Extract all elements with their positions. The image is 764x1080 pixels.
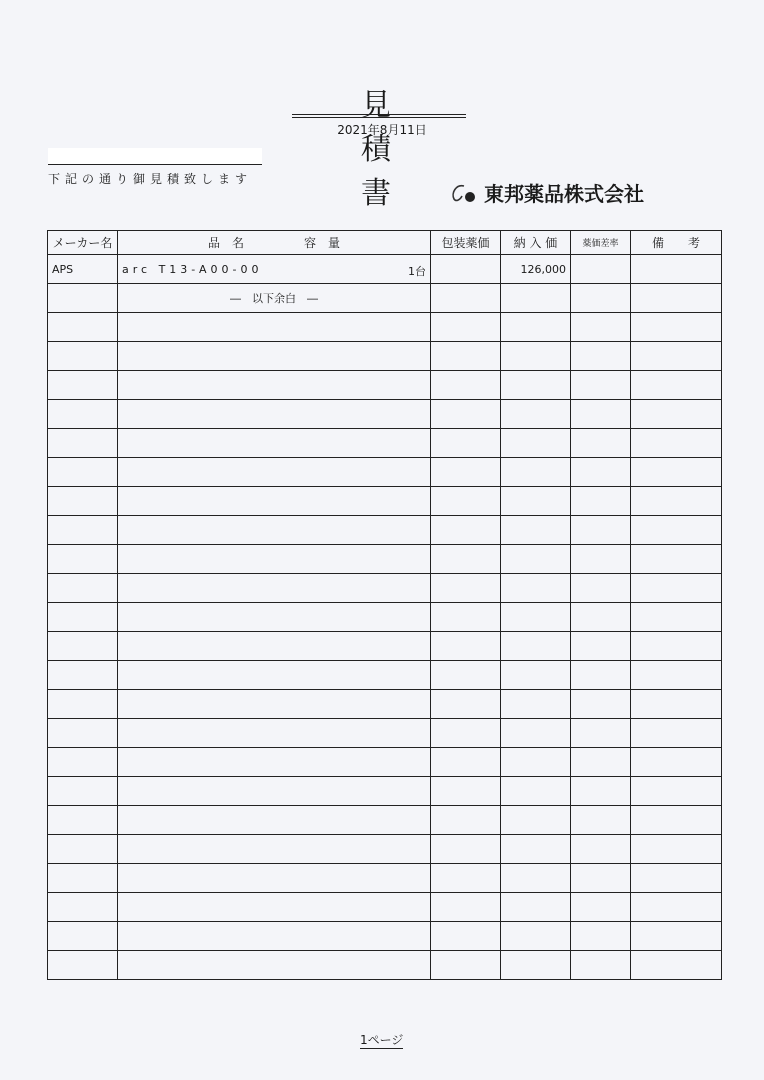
- product-cell: [118, 806, 431, 835]
- delivery-price-cell: [501, 313, 571, 342]
- product-cell: [118, 516, 431, 545]
- remarks-cell: [631, 951, 722, 980]
- delivery-price-cell: [501, 951, 571, 980]
- product-cell: [118, 255, 431, 284]
- company-name: [450, 178, 644, 207]
- table-row: [48, 690, 722, 719]
- product-cell: [118, 574, 431, 603]
- package-price-cell: [431, 574, 501, 603]
- table-row: [48, 893, 722, 922]
- maker-cell: [48, 661, 118, 690]
- maker-cell: [48, 777, 118, 806]
- price-diff-rate-cell: [571, 719, 631, 748]
- maker-cell: [48, 893, 118, 922]
- remarks-cell: [631, 806, 722, 835]
- package-price-cell: [431, 690, 501, 719]
- price-diff-rate-cell: [571, 284, 631, 313]
- remarks-cell: [631, 284, 722, 313]
- maker-cell: APS: [48, 255, 118, 284]
- product-cell: [118, 545, 431, 574]
- maker-cell: [48, 864, 118, 893]
- maker-cell: [48, 951, 118, 980]
- title-underline: [292, 117, 466, 118]
- company-name-text: 東邦薬品株式会社: [484, 182, 644, 206]
- delivery-price-cell: [501, 806, 571, 835]
- remarks-cell: [631, 777, 722, 806]
- product-cell: [118, 835, 431, 864]
- price-diff-rate-cell: [571, 371, 631, 400]
- header-product: 品 名 容 量: [118, 231, 431, 255]
- product-name: ― 以下余白 ―: [230, 292, 318, 305]
- table-row: [48, 719, 722, 748]
- estimate-table: [47, 230, 722, 980]
- price-diff-rate-cell: [571, 603, 631, 632]
- package-price-cell: [431, 864, 501, 893]
- header-delivery-price: 納 入 価: [501, 231, 571, 255]
- delivery-price-cell: [501, 429, 571, 458]
- table-row: [48, 748, 722, 777]
- table-row: [48, 777, 722, 806]
- package-price-cell: [431, 835, 501, 864]
- table-row: [48, 429, 722, 458]
- price-diff-rate-cell: [571, 255, 631, 284]
- intro-text: 下記の通り御見積致します: [48, 172, 253, 186]
- remarks-cell: [631, 922, 722, 951]
- package-price-cell: [431, 893, 501, 922]
- delivery-price-cell: [501, 342, 571, 371]
- maker-cell: [48, 342, 118, 371]
- maker-cell: [48, 545, 118, 574]
- delivery-price-cell: [501, 632, 571, 661]
- price-diff-rate-cell: [571, 922, 631, 951]
- product-cell: [118, 342, 431, 371]
- maker-cell: [48, 806, 118, 835]
- maker-cell: [48, 371, 118, 400]
- product-cell: [118, 661, 431, 690]
- maker-cell: [48, 603, 118, 632]
- table-row: [48, 284, 722, 313]
- package-price-cell: [431, 458, 501, 487]
- package-price-cell: [431, 748, 501, 777]
- remarks-cell: [631, 835, 722, 864]
- remarks-cell: [631, 371, 722, 400]
- package-price-cell: [431, 632, 501, 661]
- product-cell: [118, 951, 431, 980]
- product-cell: [118, 400, 431, 429]
- maker-cell: [48, 632, 118, 661]
- table-row: [48, 400, 722, 429]
- remarks-cell: [631, 719, 722, 748]
- remarks-cell: [631, 487, 722, 516]
- delivery-price-cell: [501, 748, 571, 777]
- product-cell: [118, 429, 431, 458]
- table-row: [48, 545, 722, 574]
- delivery-price-cell: 126,000: [501, 255, 571, 284]
- remarks-cell: [631, 603, 722, 632]
- delivery-price-cell: [501, 719, 571, 748]
- table-row: [48, 603, 722, 632]
- package-price-cell: [431, 951, 501, 980]
- delivery-price-cell: [501, 371, 571, 400]
- price-diff-rate-cell: [571, 313, 631, 342]
- table-row: [48, 806, 722, 835]
- price-diff-rate-cell: [571, 429, 631, 458]
- product-cell: [118, 893, 431, 922]
- price-diff-rate-cell: [571, 893, 631, 922]
- price-diff-rate-cell: [571, 951, 631, 980]
- product-cell: [118, 690, 431, 719]
- product-cell: [118, 487, 431, 516]
- maker-cell: [48, 719, 118, 748]
- delivery-price-cell: [501, 893, 571, 922]
- product-cell: [118, 632, 431, 661]
- remarks-cell: [631, 516, 722, 545]
- price-diff-rate-cell: [571, 545, 631, 574]
- maker-cell: [48, 400, 118, 429]
- remarks-cell: [631, 893, 722, 922]
- maker-cell: [48, 487, 118, 516]
- package-price-cell: [431, 371, 501, 400]
- delivery-price-cell: [501, 777, 571, 806]
- package-price-cell: [431, 400, 501, 429]
- price-diff-rate-cell: [571, 632, 631, 661]
- table-row: [48, 313, 722, 342]
- package-price-cell: [431, 545, 501, 574]
- product-cell: [118, 777, 431, 806]
- table-row: [48, 632, 722, 661]
- remarks-cell: [631, 661, 722, 690]
- remarks-cell: [631, 748, 722, 777]
- title-underline: [292, 114, 466, 115]
- price-diff-rate-cell: [571, 690, 631, 719]
- table-row: [48, 371, 722, 400]
- package-price-cell: [431, 342, 501, 371]
- page-title: 見 積 書: [361, 88, 481, 211]
- package-price-cell: [431, 429, 501, 458]
- remarks-cell: [631, 313, 722, 342]
- header-remarks: 備 考: [631, 231, 722, 255]
- maker-cell: [48, 516, 118, 545]
- package-price-cell: [431, 255, 501, 284]
- price-diff-rate-cell: [571, 458, 631, 487]
- price-diff-rate-cell: [571, 835, 631, 864]
- package-price-cell: [431, 777, 501, 806]
- delivery-price-cell: [501, 864, 571, 893]
- product-cell: [118, 603, 431, 632]
- table-row: [48, 864, 722, 893]
- company-logo-icon: [450, 183, 478, 203]
- price-diff-rate-cell: [571, 400, 631, 429]
- maker-cell: [48, 690, 118, 719]
- product-cell: [118, 371, 431, 400]
- package-price-cell: [431, 516, 501, 545]
- maker-cell: [48, 284, 118, 313]
- package-price-cell: [431, 284, 501, 313]
- remarks-cell: [631, 400, 722, 429]
- remarks-cell: [631, 342, 722, 371]
- remarks-cell: [631, 429, 722, 458]
- price-diff-rate-cell: [571, 487, 631, 516]
- product-cell: [118, 922, 431, 951]
- header-package-price: 包装薬価: [431, 231, 501, 255]
- table-header-row: [48, 231, 722, 255]
- product-cell: [118, 458, 431, 487]
- delivery-price-cell: [501, 574, 571, 603]
- table-row: [48, 516, 722, 545]
- table-row: [48, 574, 722, 603]
- header-maker: メーカー名: [48, 231, 118, 255]
- maker-cell: [48, 922, 118, 951]
- price-diff-rate-cell: [571, 342, 631, 371]
- remarks-cell: [631, 632, 722, 661]
- delivery-price-cell: [501, 487, 571, 516]
- table-row: [48, 255, 722, 284]
- maker-cell: [48, 835, 118, 864]
- package-price-cell: [431, 922, 501, 951]
- table-row: [48, 951, 722, 980]
- maker-cell: [48, 458, 118, 487]
- addressee-field: [48, 148, 262, 165]
- product-cell: [118, 719, 431, 748]
- package-price-cell: [431, 313, 501, 342]
- price-diff-rate-cell: [571, 516, 631, 545]
- delivery-price-cell: [501, 516, 571, 545]
- delivery-price-cell: [501, 284, 571, 313]
- maker-cell: [48, 574, 118, 603]
- remarks-cell: [631, 864, 722, 893]
- page-number: 1ページ: [360, 1033, 404, 1047]
- delivery-price-cell: [501, 603, 571, 632]
- delivery-price-cell: [501, 690, 571, 719]
- delivery-price-cell: [501, 661, 571, 690]
- product-name: arc T13-A00-00: [122, 262, 263, 276]
- product-cell: [118, 284, 431, 313]
- delivery-price-cell: [501, 545, 571, 574]
- package-price-cell: [431, 806, 501, 835]
- price-diff-rate-cell: [571, 777, 631, 806]
- package-price-cell: [431, 661, 501, 690]
- package-price-cell: [431, 487, 501, 516]
- table-row: [48, 458, 722, 487]
- remarks-cell: [631, 545, 722, 574]
- remarks-cell: [631, 690, 722, 719]
- remarks-cell: [631, 458, 722, 487]
- price-diff-rate-cell: [571, 574, 631, 603]
- price-diff-rate-cell: [571, 661, 631, 690]
- issue-date: 2021年8月11日: [337, 123, 427, 137]
- product-cell: [118, 313, 431, 342]
- package-price-cell: [431, 603, 501, 632]
- table-row: [48, 342, 722, 371]
- delivery-price-cell: [501, 400, 571, 429]
- delivery-price-cell: [501, 458, 571, 487]
- remarks-cell: [631, 574, 722, 603]
- delivery-price-cell: [501, 922, 571, 951]
- product-cell: [118, 748, 431, 777]
- package-price-cell: [431, 719, 501, 748]
- product-cell: [118, 864, 431, 893]
- remarks-cell: [631, 255, 722, 284]
- price-diff-rate-cell: [571, 806, 631, 835]
- maker-cell: [48, 429, 118, 458]
- maker-cell: [48, 748, 118, 777]
- price-diff-rate-cell: [571, 864, 631, 893]
- table-row: [48, 487, 722, 516]
- price-diff-rate-cell: [571, 748, 631, 777]
- delivery-price-cell: [501, 835, 571, 864]
- table-row: [48, 835, 722, 864]
- table-row: [48, 922, 722, 951]
- quantity: 1台: [408, 265, 426, 278]
- table-row: [48, 661, 722, 690]
- maker-cell: [48, 313, 118, 342]
- header-price-diff-rate: 薬価差率: [571, 231, 631, 255]
